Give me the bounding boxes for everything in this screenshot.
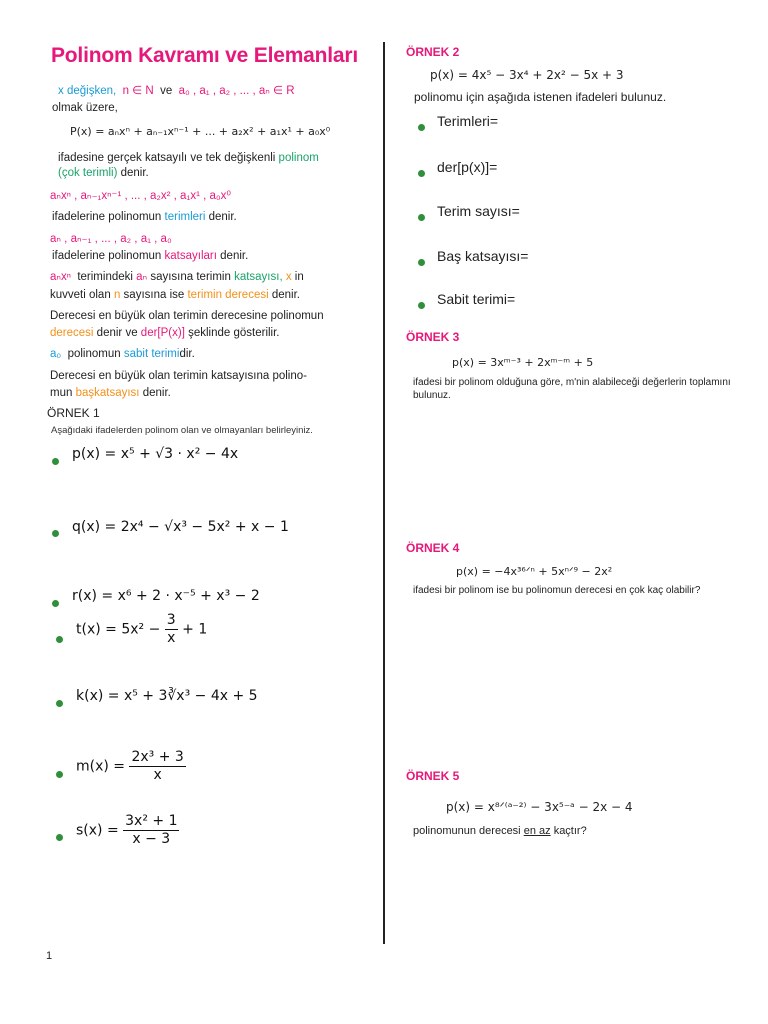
intro-line-13-text: mun	[50, 387, 73, 399]
intro-line-6	[52, 249, 248, 263]
ornek-5-question-text: polinomunun derecesi	[413, 825, 521, 837]
var-label: değişken,	[66, 85, 117, 97]
der-notation: der[P(x)]	[140, 327, 185, 339]
leading-term: aₙxⁿ	[50, 271, 71, 283]
denir-text: denir.	[220, 250, 249, 262]
fraction-denominator: x − 3	[132, 831, 171, 847]
bullet-icon	[56, 771, 63, 778]
page-title: Polinom Kavramı ve Elemanları	[51, 44, 358, 67]
coefficients-set: a₀ , a₁ , a₂ , ... , aₙ ∈ R	[178, 85, 295, 97]
baskatsayisi-term: başkatsayısı	[75, 387, 140, 399]
in-text: in	[294, 271, 304, 283]
ornek-2-label: ÖRNEK 2	[406, 45, 460, 59]
ornek-3-label: ÖRNEK 3	[406, 330, 460, 344]
intro-line-13	[50, 386, 171, 400]
bullet-icon	[56, 834, 63, 841]
denir-text: denir.	[120, 167, 149, 179]
ornek-4-formula: p(x) = −4x³⁶ᐟⁿ + 5xⁿᐟ⁹ − 2x²	[456, 565, 613, 578]
expr-s-left: s(x) =	[76, 822, 119, 839]
bullet-icon	[56, 636, 63, 643]
an-symbol: aₙ	[136, 271, 148, 283]
ornek-5-label: ÖRNEK 5	[406, 769, 460, 783]
intro-line-3	[58, 151, 319, 165]
katsayisi-term: katsayısı,	[234, 271, 283, 283]
fraction-numerator: 3x² + 1	[125, 813, 178, 829]
ornek-2-item-terimleri: Terimleri=	[437, 113, 499, 129]
ve-text: ve	[160, 85, 173, 97]
column-divider	[383, 42, 385, 944]
intro-line-4	[58, 166, 149, 180]
fraction-denominator: x	[167, 630, 176, 646]
terms-list: aₙxⁿ , aₙ₋₁xⁿ⁻¹ , ... , a₂x² , a₁x¹ , a₀x⁰	[50, 190, 232, 202]
fraction	[165, 612, 178, 647]
katsayilari-term: katsayıları	[164, 250, 217, 262]
intro-line-1	[58, 84, 295, 98]
page-number: 1	[46, 950, 53, 962]
expr-p: p(x) = x⁵ + √3 · x² − 4x	[72, 446, 239, 462]
sabit-terimi-term: sabit terimi	[123, 348, 180, 360]
terimin-derecesi-term: terimin derecesi	[187, 289, 269, 301]
denir-text: denir.	[208, 211, 237, 223]
fraction	[129, 749, 185, 784]
ornek-1-instruction: Aşağıdaki ifadelerden polinom olan ve olmayanları belirleyiniz.	[51, 425, 313, 436]
expr-t	[76, 612, 207, 647]
expr-m	[76, 749, 186, 784]
ornek-3-question-line-2: bulunuz.	[413, 390, 451, 401]
dir-text: dir.	[179, 348, 195, 360]
intro-line-7	[50, 270, 304, 284]
ornek-2-item-sabit-terim: Sabit terimi=	[437, 291, 516, 307]
denir-text: denir.	[271, 289, 300, 301]
intro-line-2: olmak üzere,	[52, 102, 118, 114]
intro-line-11	[50, 347, 195, 361]
ornek-2-item-bas-katsayi: Baş katsayısı=	[437, 248, 529, 264]
expr-t-left: t(x) = 5x² −	[76, 621, 161, 638]
bullet-icon	[52, 458, 59, 465]
terimleri-term: terimleri	[164, 211, 206, 223]
ornek-2-question: polinomu için aşağıda istenen ifadeleri bulunuz.	[414, 90, 667, 104]
x-symbol: x	[285, 271, 292, 283]
bullet-icon	[52, 600, 59, 607]
general-polynomial-formula: P(x) = aₙxⁿ + aₙ₋₁xⁿ⁻¹ + ... + a₂x² + a₁x¹ + a₀x⁰	[70, 125, 331, 138]
ornek-5-question-end: kaçtır?	[553, 825, 587, 837]
expr-s	[76, 813, 179, 848]
intro-line-8	[50, 288, 300, 302]
ornek-2-item-derece: der[p(x)]=	[437, 159, 498, 175]
bullet-icon	[418, 170, 425, 177]
en-az-underlined: en az	[523, 825, 551, 837]
terimindeki-text: terimindeki	[77, 271, 133, 283]
expr-r: r(x) = x⁶ + 2 · x⁻⁵ + x³ − 2	[72, 588, 260, 604]
derecesi-term: derecesi	[50, 327, 94, 339]
ornek-2-formula: p(x) = 4x⁵ − 3x⁴ + 2x² − 5x + 3	[430, 68, 624, 82]
intro-line-3-text: ifadesine gerçek katsayılı ve tek değişkenli	[58, 152, 276, 164]
cok-terimli-term: (çok terimli)	[58, 167, 118, 179]
bullet-icon	[418, 124, 425, 131]
ornek-3-formula: p(x) = 3xᵐ⁻³ + 2xᵐ⁻ᵐ + 5	[452, 356, 594, 369]
expr-q: q(x) = 2x⁴ − √x³ − 5x² + x − 1	[72, 519, 289, 535]
intro-line-10-text-2: şeklinde gösterilir.	[188, 327, 280, 339]
ornek-2-item-terim-sayisi: Terim sayısı=	[437, 203, 520, 219]
intro-line-5-text: ifadelerine polinomun	[52, 211, 162, 223]
bullet-icon	[52, 530, 59, 537]
intro-line-10-text: denir ve	[96, 327, 138, 339]
bullet-icon	[56, 700, 63, 707]
bullet-icon	[418, 259, 425, 266]
intro-line-8-text: kuvveti olan	[50, 289, 111, 301]
bullet-icon	[418, 302, 425, 309]
fraction-numerator: 2x³ + 3	[131, 749, 184, 765]
fraction-numerator: 3	[166, 612, 176, 628]
coefficients-list: aₙ , aₙ₋₁ , ... , a₂ , a₁ , a₀	[50, 233, 172, 245]
intro-line-12: Derecesi en büyük olan terimin katsayısına polino-	[50, 370, 307, 382]
ornek-5-question	[413, 824, 587, 838]
bullet-icon	[418, 214, 425, 221]
intro-line-8-text-2: sayısına ise	[123, 289, 185, 301]
ornek-4-label: ÖRNEK 4	[406, 541, 460, 555]
ornek-5-formula: p(x) = x⁸ᐟ⁽ᵃ⁻²⁾ − 3x⁵⁻ᵃ − 2x − 4	[446, 800, 633, 814]
fraction-denominator: x	[153, 767, 162, 783]
denir-text: denir.	[142, 387, 171, 399]
fraction	[123, 813, 179, 848]
a0-symbol: a₀	[50, 348, 62, 360]
intro-line-5	[52, 210, 237, 224]
ornek-4-question: ifadesi bir polinom ise bu polinomun derecesi en çok kaç olabilir?	[413, 585, 701, 596]
expr-t-right: + 1	[182, 621, 208, 638]
intro-line-9: Derecesi en büyük olan terimin derecesine polinomun	[50, 310, 324, 322]
expr-m-left: m(x) =	[76, 758, 126, 775]
expr-k: k(x) = x⁵ + 3∛x³ − 4x + 5	[76, 688, 258, 704]
ornek-1-label: ÖRNEK 1	[47, 406, 100, 420]
intro-line-11-text: polinomun	[67, 348, 121, 360]
intro-line-6-text: ifadelerine polinomun	[52, 250, 162, 262]
polinom-term: polinom	[278, 152, 319, 164]
n-symbol: n	[113, 289, 121, 301]
var-x: x	[58, 85, 64, 97]
intro-line-7-text: sayısına terimin	[150, 271, 231, 283]
n-in-n: n ∈ N	[122, 85, 154, 97]
intro-line-10	[50, 326, 280, 340]
ornek-3-question-line-1: ifadesi bir polinom olduğuna göre, m'nin alabileceği değerlerin toplamını	[413, 377, 731, 388]
